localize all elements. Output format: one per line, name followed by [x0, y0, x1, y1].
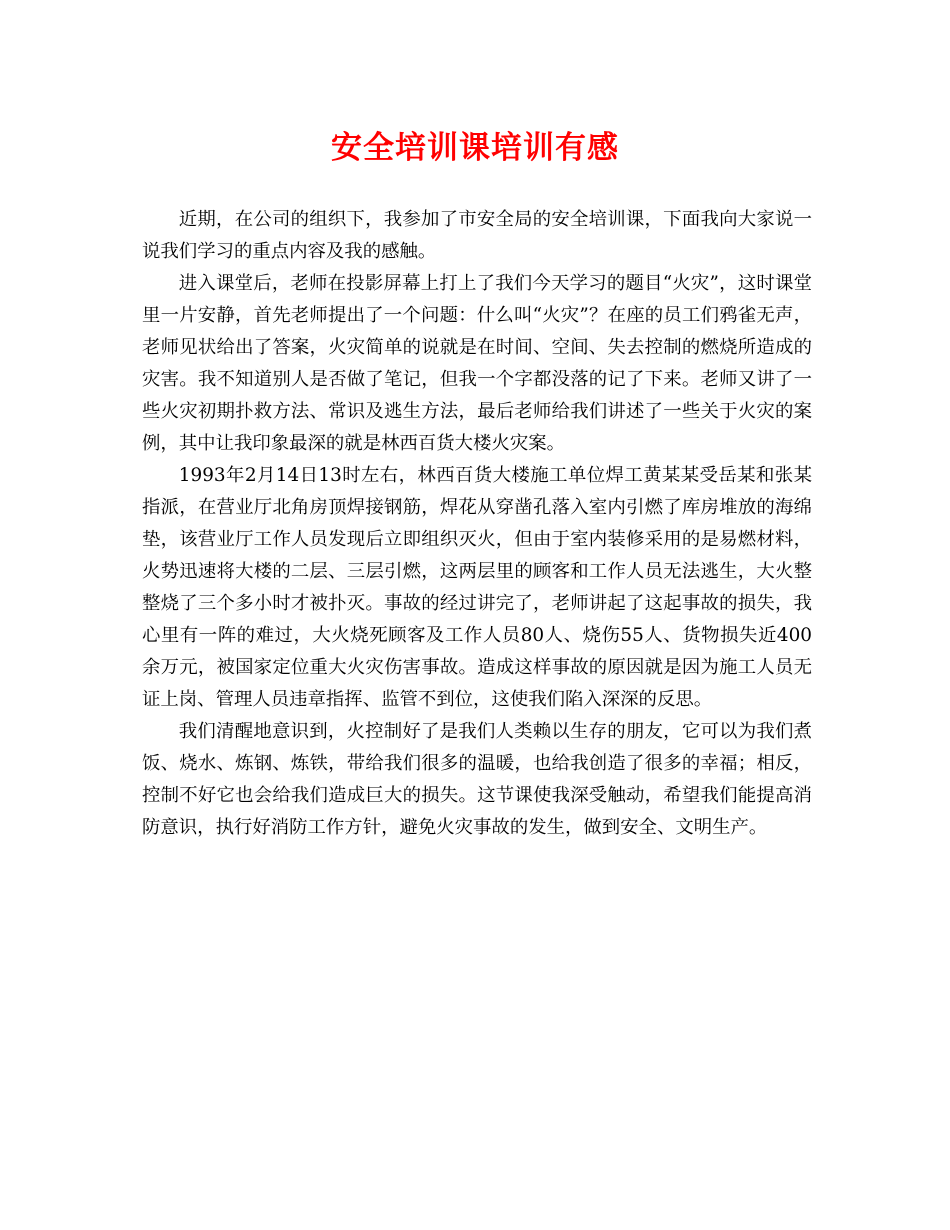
paragraph-reflection: 我们清醒地意识到，火控制好了是我们人类赖以生存的朋友，它可以为我们煮饭、烧水、炼钢、炼铁，带给我们很多的温暖，也给我创造了很多的幸福；相反，控制不好它也会给我们造成巨大的损失。这节课使我深受触动，希望我们能提高消防意识，执行好消防工作方针，避免火灾事故的发生，做到安全、文明生产。 — [142, 721, 812, 838]
paragraph-intro: 近期，在公司的组织下，我参加了市安全局的安全培训课，下面我向大家说一说我们学习的重点内容及我的感触。 — [142, 209, 812, 262]
paragraph-case: 1993年2月14日13时左右，林西百货大楼施工单位焊工黄某某受岳某和张某指派，在营业厅北角房顶焊接钢筋，焊花从穿凿孔落入室内引燃了库房堆放的海绵垫，该营业厅工作人员发现后立即组织灭火，但由于室内装修采用的是易燃材料，火势迅速将大楼的二层、三层引燃，这两层里的顾客和工作人员无法逃生，大火整整烧了三个多小时才被扑灭。事故的经过讲完了，老师讲起了这起事故的损失，我心里有一阵的难过，大火烧死顾客及工作人员80人、烧伤55人、货物损失近400余万元，被国家定位重大火灾伤害事故。造成这样事故的原因就是因为施工人员无证上岗、管理人员违章指挥、监管不到位，这使我们陷入深深的反思。 — [142, 465, 812, 710]
paragraph-classroom: 进入课堂后，老师在投影屏幕上打上了我们今天学习的题目“火灾”，这时课堂里一片安静，首先老师提出了一个问题：什么叫“火灾”？在座的员工们鸦雀无声，老师见状给出了答案，火灾简单的说就是在时间、空间、失去控制的燃烧所造成的灾害。我不知道别人是否做了笔记，但我一个字都没落的记了下来。老师又讲了一些火灾初期扑救方法、常识及逃生方法，最后老师给我们讲述了一些关于火灾的案例，其中让我印象最深的就是林西百货大楼火灾案。 — [142, 273, 812, 454]
document-body — [142, 204, 812, 844]
document-title: 安全培训课培训有感 — [331, 130, 619, 166]
